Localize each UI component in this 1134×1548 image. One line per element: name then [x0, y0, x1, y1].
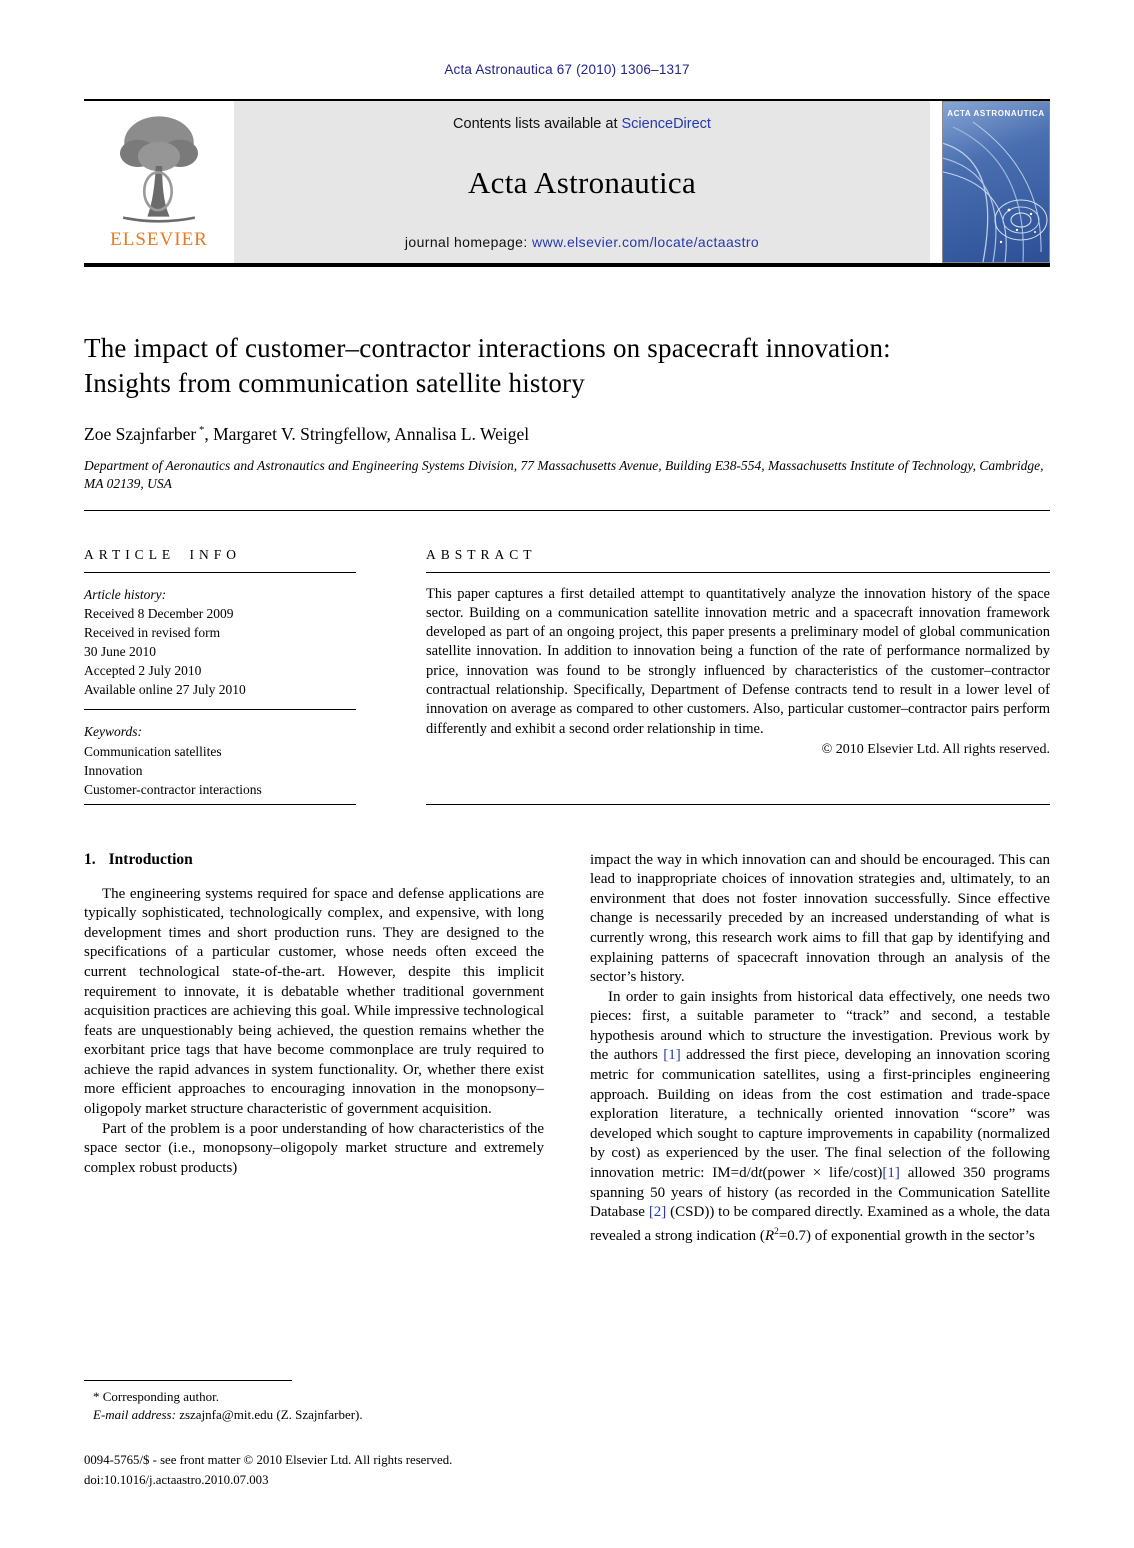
paragraph: Part of the problem is a poor understanding of how characteristics of the space sector (i.e., monopsony–oligopoly market structure and extremely complex robust products): [84, 1120, 544, 1176]
abstract-text: This paper captures a first detailed attempt to quantitatively analyze the innovation history of the space sector. Building on a communication satellite innovation metric and a spacecraft innovation framework developed as part of an ongoing project, this paper presents a preliminary model of global communication satellite innovation. In addition to innovation being a function of the rate of performance normalized by price, innovation was found to be strongly influenced by characteristics of the customer–contractor contractual relationship. Specifically, Department of Defense contracts tend to result in a lower level of innovation on average as compared to other customers. Also, particular customer–contractor pairs perform differently and exhibit a second order relationship in time.: [426, 585, 1050, 737]
sciencedirect-link[interactable]: ScienceDirect: [621, 116, 711, 132]
paragraph: [590, 988, 1050, 1247]
text-segment: allowed 350 programs spanning 50 years of history (as recorded in the Communication Satellite Database: [590, 1165, 1050, 1221]
text-segment: (Z. Szajnfarber).: [273, 1407, 363, 1423]
doi-line: doi:10.1016/j.actaastro.2010.07.003: [84, 1472, 269, 1487]
text-segment: (CSD)) to be compared directly. Examined as a whole, the data revealed a strong indication (: [590, 1204, 1050, 1244]
text-segment: 2: [774, 1226, 779, 1237]
text-segment: addressed the first piece, developing an innovation scoring metric for communication satellites, using a first-principles engineering approach. Building on ideas from the cost estimation and trade-space exploration literature, a technically oriented innovation “score” was developed which sought to capture improvements in capability (normalized by cost) as experienced by the user. The final selection of the following innovation metric: IM=d/d: [590, 1047, 1051, 1182]
bottom-matter: [84, 1451, 544, 1491]
citation-link[interactable]: [1]: [882, 1165, 900, 1182]
journal-citation: Acta Astronautica 67 (2010) 1306–1317: [444, 62, 690, 77]
article-body: [84, 851, 1050, 1491]
article-info-rule: [84, 572, 356, 573]
abstract-heading: ABSTRACT: [426, 546, 537, 562]
email-label: E-mail address:: [93, 1407, 180, 1423]
journal-title: Acta Astronautica: [467, 165, 697, 200]
footnote-block: [84, 1380, 544, 1491]
email-address: zszajnfa@mit.edu: [179, 1407, 274, 1423]
section-heading-introduction: [84, 851, 544, 869]
affiliation: Department of Aeronautics and Astronautics and Engineering Systems Division, 77 Massachusetts Avenue, Building E38-554, Massachusetts Institute of Technology, Cambridge, MA 02139, USA: [84, 458, 1044, 492]
issn-line: 0094-5765/$ - see front matter © 2010 Elsevier Ltd. All rights reserved.: [84, 1452, 453, 1467]
right-column: [590, 851, 1050, 1491]
history-line: Received in revised form: [84, 624, 221, 640]
elsevier-tree-icon: [105, 109, 213, 225]
abstract-panel: [426, 547, 1050, 805]
citation-link[interactable]: [2]: [648, 1204, 667, 1221]
homepage-prefix: journal homepage:: [404, 234, 532, 250]
cover-title: ACTA ASTRONAUTICA: [947, 109, 1045, 118]
footnote-rule: [84, 1380, 292, 1381]
article-title: The impact of customer–contractor interactions on spacecraft innovation: Insights from communication satellite history: [84, 333, 891, 398]
meta-section: [84, 547, 1050, 805]
elsevier-logo: [84, 101, 234, 263]
keyword: Innovation: [84, 762, 143, 778]
keyword: Customer-contractor interactions: [84, 781, 262, 797]
copyright-line: © 2010 Elsevier Ltd. All rights reserved.: [821, 741, 1050, 757]
text-segment: (power × life/cost): [762, 1165, 883, 1182]
history-line: Available online 27 July 2010: [84, 682, 246, 698]
contents-prefix: Contents lists available at: [453, 116, 622, 132]
text-segment: In order to gain insights from historical data effectively, one needs two pieces: first, a suitable parameter to “track” and second, a testable hypothesis around which to structure the investigation. Previous work by the authors: [590, 988, 1050, 1064]
keyword: Communication satellites: [84, 743, 222, 759]
author-names: , Margaret V. Stringfellow, Annalisa L. Weigel: [204, 424, 530, 445]
section-title: Introduction: [108, 850, 193, 868]
header-divider: [84, 263, 1050, 267]
elsevier-wordmark: ELSEVIER: [110, 229, 208, 250]
paragraph: The engineering systems required for space and defense applications are typically sophisticated, technologically complex, and expensive, with long development times and short production runs. They are designed to the specifications of a particular customer, whose needs often exceed the current technological state-of-the-art. However, despite this implicit requirement to innovate, it is debatable whether traditional government acquisition practices are achieving this goal. While impressive technological feats are unquestionably being achieved, the question remains whether the exorbitant price tags that have become commonplace are truly required to achieve the rapid advances in system functionality. Or, whether there exist more efficient approaches to encouraging innovation in the monopsony–oligopoly market structure characteristic of government acquisition.: [84, 885, 544, 1118]
text-segment: R: [764, 1227, 775, 1244]
corresponding-author-mark: *: [196, 424, 205, 437]
author-name: Zoe Szajnfarber: [84, 424, 197, 445]
keywords-label: Keywords:: [84, 724, 142, 740]
left-column: [84, 851, 544, 1491]
article-info-panel: [84, 547, 356, 805]
authors-line: [84, 424, 1050, 445]
history-line: 30 June 2010: [84, 644, 156, 659]
cover-art-swirls: [943, 102, 1050, 263]
citation-link[interactable]: [1]: [663, 1047, 681, 1064]
text-segment: t: [758, 1165, 763, 1182]
keywords-rule: [84, 709, 356, 710]
email-note: [84, 1406, 544, 1424]
history-line: Accepted 2 July 2010: [84, 663, 202, 679]
paragraph: impact the way in which innovation can and should be encouraged. This can lead to inappropriate choices of innovation strategies and, ultimately, to an environment that does not foster innovation successfully. Since effective change is necessarily preceded by an increased understanding of what is currently wrong, this research work aims to fill that gap by identifying and explaining patterns of spacecraft innovation through an analysis of the sector’s history.: [590, 851, 1050, 986]
journal-header-banner: [84, 99, 1050, 263]
history-line: Received 8 December 2009: [84, 605, 234, 621]
section-number: 1.: [84, 850, 96, 868]
contents-line: [453, 116, 711, 132]
abstract-rule: [426, 572, 1050, 573]
text-segment: =0.7) of exponential growth in the sector’s: [778, 1227, 1035, 1244]
article-info-heading: ARTICLE INFO: [84, 546, 242, 562]
article-history-label: Article history:: [84, 586, 167, 602]
journal-homepage-link[interactable]: www.elsevier.com/locate/actaastro: [531, 234, 760, 250]
journal-banner-center: [234, 101, 930, 263]
journal-cover-thumbnail: [942, 101, 1050, 263]
title-divider: [84, 510, 1050, 511]
corresponding-author-note: * Corresponding author.: [93, 1388, 220, 1404]
homepage-line: [405, 234, 759, 250]
